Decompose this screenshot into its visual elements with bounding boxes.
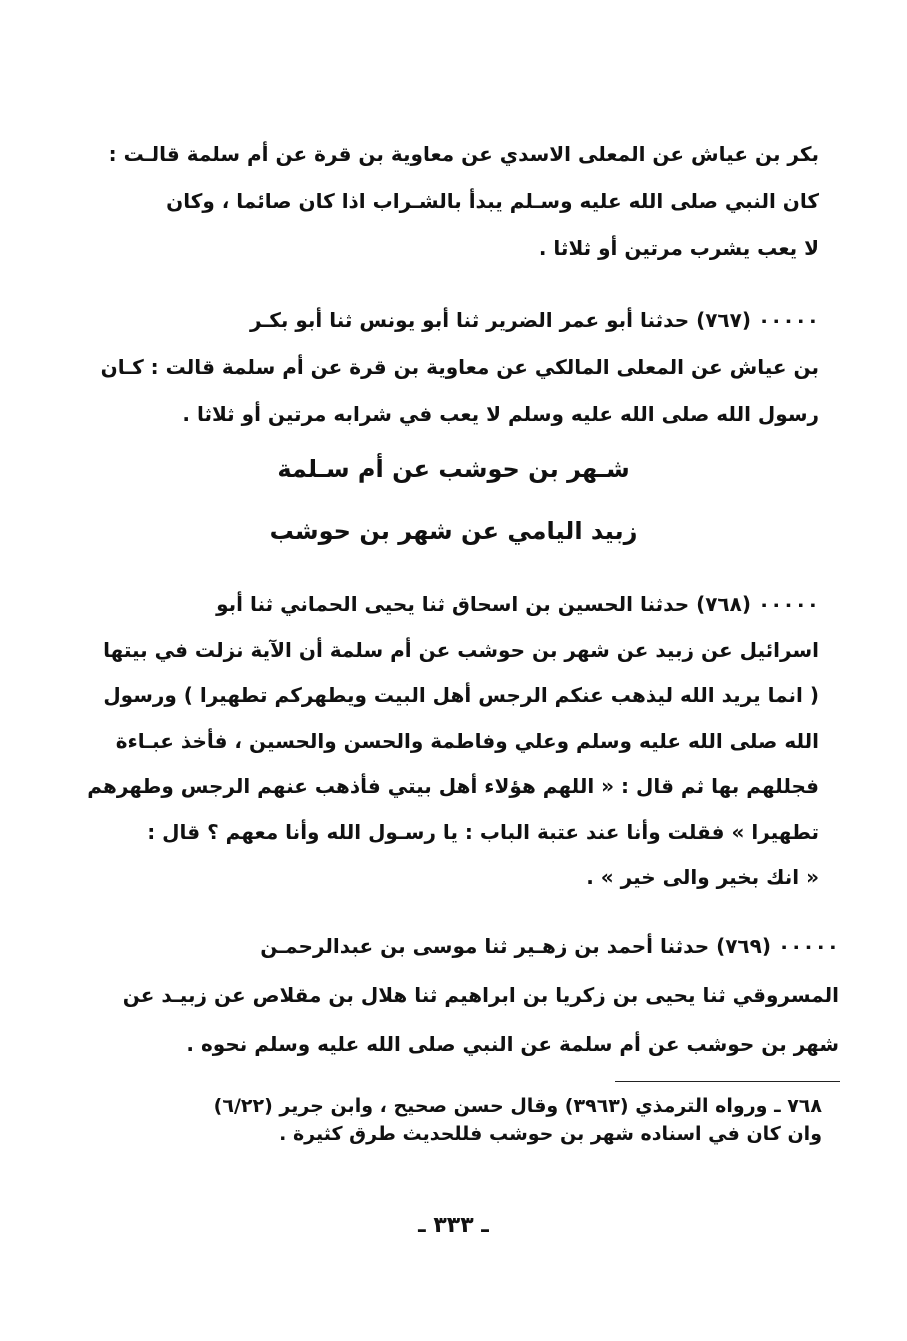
footnote-line: وان كان في اسناده شهر بن حوشب فللحديث طرق كثيرة . <box>279 1123 822 1145</box>
footnote <box>122 1095 822 1151</box>
text-line: بكر بن عياش عن المعلى الاسدي عن معاوية بن قرة عن أم سلمة قالـت : <box>108 142 819 166</box>
text-line: ( انما يريد الله ليذهب عنكم الرجس أهل البيت ويطهركم تطهيرا ) ورسول <box>103 683 819 707</box>
footnote-line: ٧٦٨ ـ ورواه الترمذي (٣٩٦٣) وقال حسن صحيح ، وابن جرير (٦/٢٢) <box>213 1095 822 1117</box>
text-line: المسروقي ثنا يحيى بن زكريا بن ابراهيم ثنا هلال بن مقلاص عن زبيـد عن <box>122 983 839 1007</box>
section-heading-2: زبيد اليامي عن شهر بن حوشب <box>269 517 638 545</box>
text-line: ٠٠٠٠٠ (٧٦٧) حدثنا أبو عمر الضرير ثنا أبو يونس ثنا أبو بكـر <box>249 308 819 332</box>
text-line: الله صلى الله عليه وسلم وعلي وفاطمة والحسن والحسين ، فأخذ عبـاءة <box>115 728 819 753</box>
text-line: فجللهم بها ثم قال : « اللهم هؤلاء أهل بيتي فأذهب عنهم الرجس وطهرهم <box>87 774 819 798</box>
hadith-768 <box>87 592 819 911</box>
text-line: بن عياش عن المعلى المالكي عن معاوية بن قرة عن أم سلمة قالت : كـان <box>100 355 819 379</box>
section-heading-1: شـهر بن حوشب عن أم سـلمة <box>277 455 630 483</box>
text-line: تطهيرا » فقلت وأنا عند عتبة الباب : يا رسـول الله وأنا معهم ؟ قال : <box>147 819 819 844</box>
hadith-769 <box>122 934 839 1081</box>
text-line: اسرائيل عن زبيد عن شهر بن حوشب عن أم سلمة أن الآية نزلت في بيتها <box>103 637 819 662</box>
text-line: ٠٠٠٠٠ (٧٦٨) حدثنا الحسين بن اسحاق ثنا يحيى الحماني ثنا أبو <box>216 592 819 616</box>
page-number: ـ ٣٣٣ ـ <box>418 1213 489 1238</box>
text-line: لا يعب يشرب مرتين أو ثلاثا . <box>538 236 819 260</box>
hadith-767 <box>100 308 819 449</box>
footnote-divider <box>615 1081 840 1082</box>
text-line: شهر بن حوشب عن أم سلمة عن النبي صلى الله عليه وسلم نحوه . <box>186 1032 839 1056</box>
paragraph-1 <box>108 142 819 283</box>
text-line: كان النبي صلى الله عليه وسـلم يبدأ بالشـراب اذا كان صائما ، وكان <box>166 189 819 213</box>
text-line: ٠٠٠٠٠ (٧٦٩) حدثنا أحمد بن زهـير ثنا موسى بن عبدالرحمـن <box>260 934 839 958</box>
text-line: « انك بخير والى خير » . <box>586 865 819 889</box>
text-line: رسول الله صلى الله عليه وسلم لا يعب في شرابه مرتين أو ثلاثا . <box>182 402 819 426</box>
